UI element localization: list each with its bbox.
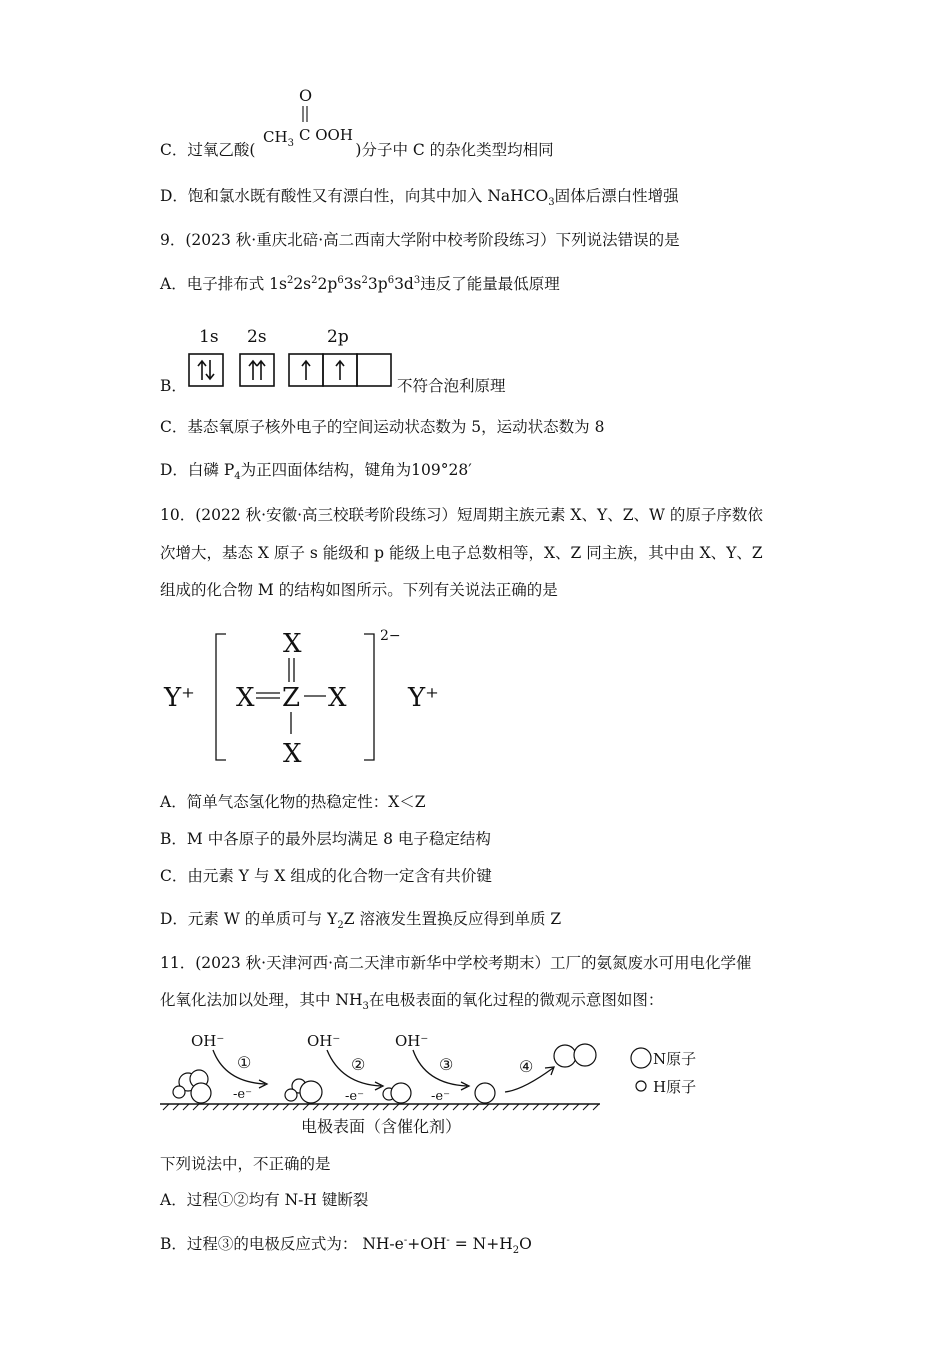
orbital-box-2p-3	[357, 354, 391, 386]
reaction-arrows	[213, 1050, 554, 1092]
q10-option-a: A．简单气态氢化物的热稳定性：X＜Z	[160, 793, 426, 811]
q9-option-d: D．白磷 $P_4$为正四面体结构，键角为109°28′	[160, 461, 472, 483]
electron-loss-1: -e⁻	[233, 1087, 252, 1102]
q10-stem-line1: 10．(2022 秋·安徽·高三校联考阶段练习）短周期主族元素 X、Y、Z、W 的原子序数依	[160, 506, 763, 524]
q9-option-b-text: 不符合泡利原理	[397, 377, 506, 395]
diagram-caption: 电极表面（含催化剂）	[301, 1117, 462, 1136]
cation-left: Y⁺	[164, 683, 195, 713]
q10-option-b: B．M 中各原子的最外层均满足 8 电子稳定结构	[160, 830, 491, 848]
step-4: ④	[519, 1057, 534, 1076]
oh-label-1: OH⁻	[191, 1032, 225, 1050]
step-3: ③	[439, 1055, 454, 1074]
q11-option-a: A．过程①②均有 N-H 键断裂	[160, 1191, 369, 1209]
nh3-molecule	[173, 1070, 211, 1103]
q11-ask: 下列说法中，不正确的是	[160, 1155, 331, 1173]
bracket-right	[364, 634, 374, 760]
q11-stem-line1: 11．(2023 秋·天津河西·高二天津市新华中学校考期末）工厂的氨氮废水可用电化学催	[160, 954, 752, 972]
cooh-group: C OOH	[299, 126, 353, 144]
q11-option-b: B．过程③的电极反应式为： $NH-e^-+OH^- = N+H_2O$	[160, 1234, 532, 1257]
electrode-oxidation-diagram	[155, 1022, 725, 1142]
q10-stem-line3: 组成的化合物 M 的结构如图所示。下列有关说法正确的是	[160, 581, 558, 599]
peracetic-acid-structure	[255, 84, 365, 154]
anion-charge: 2−	[380, 628, 401, 644]
orbital-label-2s: 2s	[247, 327, 267, 347]
atom-z-top: X	[283, 629, 302, 659]
orbital-box-2s	[240, 354, 274, 386]
atom-x-bottom: X	[283, 739, 302, 769]
nh-species	[383, 1083, 411, 1103]
q9-option-b: B．	[160, 377, 187, 395]
q10-option-d: D．元素 W 的单质可与 $Y_2Z$ 溶液发生置换反应得到单质 Z	[160, 910, 562, 932]
q8-option-d: D．饱和氯水既有酸性又有漂白性，向其中加入 NaHCO$_3$固体后漂白性增强	[160, 187, 679, 209]
bracket-left	[216, 634, 226, 760]
oh-label-2: OH⁻	[307, 1032, 341, 1050]
q9-stem: 9．(2023 秋·重庆北碚·高二西南大学附中校考阶段练习）下列说法错误的是	[160, 231, 680, 249]
q8-option-c: C．过氧乙酸( )分子中 C 的杂化类型均相同	[160, 141, 554, 159]
compound-m-structure	[160, 620, 460, 770]
atom-x-left: X	[236, 683, 255, 713]
legend-n-label: N原子	[653, 1050, 697, 1068]
legend-n-icon	[631, 1048, 651, 1068]
orbital-box-1s	[189, 354, 223, 386]
q10-stem-line2: 次增大，基态 X 原子 s 能级和 p 能级上电子总数相等，X、Z 同主族，其中由 X、Y、Z	[160, 544, 763, 562]
electron-loss-2: -e⁻	[345, 1089, 364, 1104]
nh2-species	[285, 1079, 322, 1103]
electrode-hatching	[163, 1104, 599, 1110]
cation-right: Y⁺	[408, 683, 439, 713]
n2-molecule	[554, 1044, 596, 1067]
q10-option-c: C．由元素 Y 与 X 组成的化合物一定含有共价键	[160, 867, 492, 885]
oh-label-3: OH⁻	[395, 1032, 429, 1050]
orbital-label-1s: 1s	[199, 327, 219, 347]
step-1: ①	[237, 1053, 252, 1072]
orbital-diagram	[185, 322, 400, 392]
q11-stem-line2: 化氧化法加以处理，其中 $NH_3$在电极表面的氧化过程的微观示意图如图：	[160, 991, 664, 1013]
carbonyl-o: O	[299, 86, 313, 105]
q9-option-c: C．基态氧原子核外电子的空间运动状态数为 5，运动状态数为 8	[160, 418, 605, 436]
n-atom-species	[475, 1083, 495, 1103]
orbital-label-2p: 2p	[327, 327, 349, 347]
electron-loss-3: -e⁻	[431, 1089, 450, 1104]
step-2: ②	[351, 1055, 366, 1074]
legend-h-label: H原子	[653, 1078, 697, 1096]
atom-z-center: Z	[282, 683, 301, 713]
q9-option-a: A．电子排布式 $1s^22s^22p^63s^23p^63d^3$违反了能量最低原理	[160, 274, 560, 293]
ch3-group: $CH_3$	[263, 128, 294, 149]
legend-h-icon	[636, 1081, 646, 1091]
atom-x-right: X	[328, 683, 347, 713]
